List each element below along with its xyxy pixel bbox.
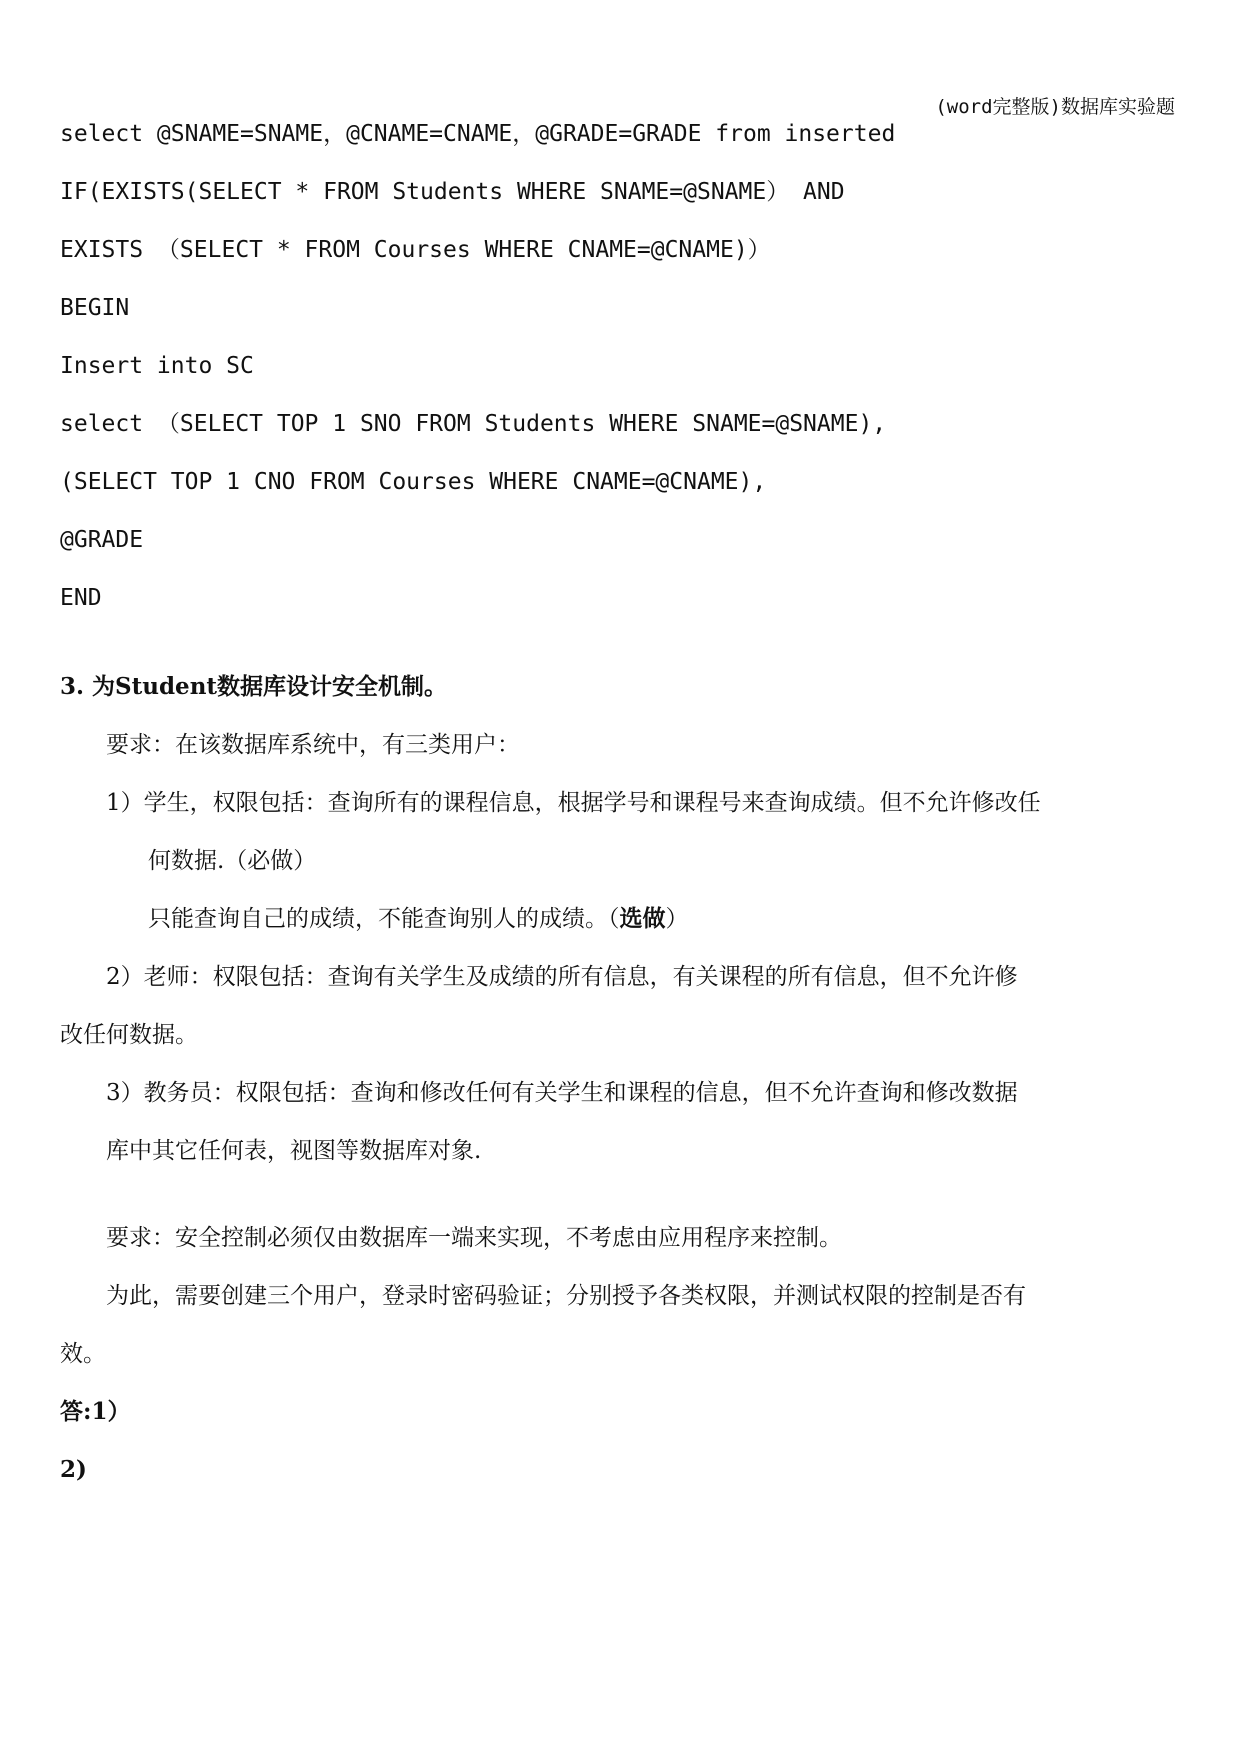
answer-2: 2) <box>60 1456 87 1483</box>
code-line-1: select @SNAME=SNAME，@CNAME=CNAME，@GRADE=GRADE from inserted <box>60 121 896 147</box>
item-2-line-1: 2）老师：权限包括：查询有关学生及成绩的所有信息，有关课程的所有信息，但不允许修 <box>106 964 1018 990</box>
item-2-line-2: 改任何数据。 <box>60 1022 198 1048</box>
item-1-line-3-suffix: ） <box>665 906 689 932</box>
item-1-line-2: 何数据.（必做） <box>148 848 317 874</box>
item-1-line-1: 1）学生，权限包括：查询所有的课程信息，根据学号和课程号来查询成绩。但不允许修改任 <box>106 790 1041 816</box>
requirement-3-line-2: 效。 <box>60 1341 106 1367</box>
code-line-3: EXISTS （SELECT * FROM Courses WHERE CNAME=@CNAME)） <box>60 237 771 263</box>
code-line-9: END <box>60 585 102 611</box>
code-line-5: Insert into SC <box>60 353 254 379</box>
optional-label: 选做 <box>619 905 666 932</box>
answer-1: 答:1） <box>60 1398 131 1425</box>
code-line-7: (SELECT TOP 1 CNO FROM Courses WHERE CNAME=@CNAME), <box>60 469 767 495</box>
code-line-4: BEGIN <box>60 295 130 321</box>
code-line-8: @GRADE <box>60 527 144 553</box>
section-heading: 3. 为Student数据库设计安全机制。 <box>60 673 448 700</box>
page-header: (word完整版)数据库实验题 <box>935 96 1175 118</box>
item-3-line-2: 库中其它任何表，视图等数据库对象. <box>106 1138 482 1164</box>
code-line-6: select （SELECT TOP 1 SNO FROM Students WHERE SNAME=@SNAME), <box>60 411 887 437</box>
requirement-3-line-1: 为此，需要创建三个用户，登录时密码验证；分别授予各类权限，并测试权限的控制是否有 <box>106 1283 1026 1309</box>
item-1-line-3-prefix: 只能查询自己的成绩，不能查询别人的成绩。（ <box>148 906 620 932</box>
item-3-line-1: 3）教务员：权限包括：查询和修改任何有关学生和课程的信息，但不允许查询和修改数据 <box>106 1080 1018 1106</box>
item-1-line-3 <box>148 905 689 933</box>
requirement-2: 要求：安全控制必须仅由数据库一端来实现，不考虑由应用程序来控制。 <box>106 1225 842 1251</box>
requirement-intro: 要求：在该数据库系统中，有三类用户： <box>106 732 520 758</box>
code-line-2: IF(EXISTS(SELECT * FROM Students WHERE SNAME=@SNAME） AND <box>60 179 845 205</box>
